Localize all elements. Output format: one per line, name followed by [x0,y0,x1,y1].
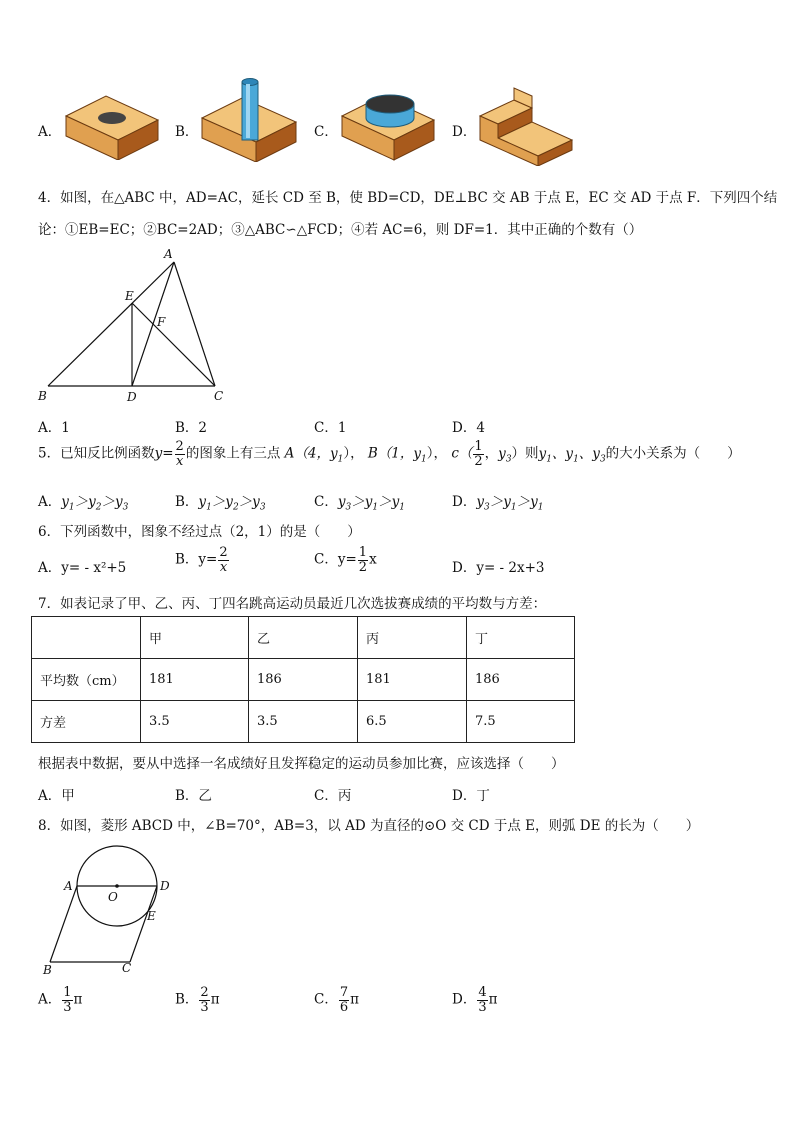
table-row [32,659,575,701]
table-header-cell [32,617,141,659]
table-cell: 7.5 [467,701,575,743]
q8-stem: 8．如图，菱形 ABCD 中，∠B=70°，AB=3，以 AD 为直径的⊙O 交 CD 于点 E，则弧 DE 的长为（ ） [38,818,700,834]
q6-option-b[interactable]: B．y= $\frac{2}{x}$ [175,545,228,575]
q5-c-fraction [473,440,483,468]
q5-c-frac-den: 2 [474,453,483,469]
q5-point-b-close: ）， [426,445,448,462]
q5-stem: 5．已知反比例函数y= $\frac{2}{x}$ 的图象上有三点 A（4，$y_1$）， B（1，$y_1$）， c（ $\frac{1}{2}$ ，$y_3$）则$y_1$、$y_1$、$y_3$的大小关系为（ ） [38,439,741,469]
rhombus-circle-figure [40,840,180,980]
table-header-cell: 丁 [467,617,575,659]
q3-option-d-label: D． [452,124,477,140]
table-cell: 6.5 [358,701,467,743]
q7-option-b[interactable]: B．乙 [175,788,212,804]
point-label-o: O [108,890,118,904]
q4-option-d[interactable]: D．4 [452,420,485,436]
block-with-hole-figure [62,88,162,160]
block-with-cylinder-figure [198,76,302,162]
q6-option-a[interactable]: A．y= - x²+5 [38,560,127,576]
q4-option-b[interactable]: B．2 [175,420,208,436]
table-cell: 方差 [32,701,141,743]
stepped-block-figure [476,86,580,166]
point-label-a: A [164,247,173,261]
q3-option-a-label: A． [38,124,62,140]
triangle-figure [34,244,234,406]
table-cell: 3.5 [141,701,249,743]
q5-fraction [175,440,185,468]
point-label-e: E [125,289,134,303]
q3-option-b-label: B． [175,124,199,140]
q7-stem: 7．如表记录了甲、乙、丙、丁四名跳高运动员最近几次选拔赛成绩的平均数与方差： [38,596,547,612]
point-label-e: E [147,909,156,923]
q6-option-d[interactable]: D．y= - 2x+3 [452,560,545,576]
table-header-row [32,617,575,659]
q5-option-b[interactable]: B．$y_1>y_2>y_3$ [175,494,266,513]
table-cell: 181 [141,659,249,701]
point-label-b: B [43,963,52,977]
q5-option-c[interactable]: C．$y_3>y_1>y_1$ [314,494,405,513]
point-label-d: D [127,390,137,404]
q8-option-b[interactable]: B． $\frac{2}{3}$ π [175,985,220,1015]
q5-option-d[interactable]: D．$y_3>y_1>y_1$ [452,494,544,513]
q5-point-a: A（4， [284,445,330,462]
q5-point-b: B（1， [367,445,414,462]
q4-option-c[interactable]: C．1 [314,420,347,436]
q5-point-a-close: ）， [343,445,364,462]
table-header-cell: 乙 [249,617,358,659]
q6-stem: 6．下列函数中，图象不经过点（2，1）的是（ ） [38,524,361,540]
table-cell: 181 [358,659,467,701]
q6-option-c[interactable]: C．y= $\frac{1}{2}$ x [314,545,377,575]
block-with-disc-figure [338,88,438,162]
table-header-cell: 甲 [141,617,249,659]
point-label-c: C [122,961,132,975]
table-cell: 平均数（cm） [32,659,141,701]
q7-option-c[interactable]: C．丙 [314,788,352,804]
table-cell: 3.5 [249,701,358,743]
q5-mid: 的图象上有三点 [185,445,281,462]
q5-option-a[interactable]: A．$y_1>y_2>y_3$ [38,494,129,513]
point-label-f: F [157,315,166,329]
q5-c-rest: ， [484,445,499,462]
q4-line2: 论：①EB=EC；②BC=2AD；③△ABC∽△FCD；④若 AC=6，则 DF=1．其中正确的个数有（） [38,222,643,238]
table-header-cell: 丙 [358,617,467,659]
q3-option-c-label: C． [314,124,338,140]
q5-point-c-close: ）则 [511,445,539,462]
q4-option-a[interactable]: A．1 [38,420,70,436]
q5-c-frac-num: 1 [474,439,483,454]
point-label-b: B [38,389,47,403]
q7-option-a[interactable]: A．甲 [38,788,75,804]
q5-frac-den: x [176,453,184,469]
q7-question: 根据表中数据，要从中选择一名成绩好且发挥稳定的运动员参加比赛，应该选择（ ） [38,756,565,772]
q8-option-a[interactable]: A． $\frac{1}{3}$ π [38,985,83,1015]
point-label-c: C [214,389,224,403]
q7-option-d[interactable]: D．丁 [452,788,490,804]
q8-option-c[interactable]: C． $\frac{7}{6}$ π [314,985,359,1015]
table-cell: 186 [249,659,358,701]
q5-prefix: 5．已知反比例函数 [38,445,155,462]
q5-tail: 的大小关系为（ ） [605,445,741,462]
q5-eq: = [162,445,174,462]
table-row [32,701,575,743]
point-label-a: A [64,879,73,893]
q8-option-d[interactable]: D． $\frac{4}{3}$ π [452,985,498,1015]
q5-point-c: c（ [451,445,473,462]
point-label-d: D [160,879,170,893]
scores-table [31,616,575,743]
q5-y: y [154,445,163,462]
q5-frac-num: 2 [175,439,184,454]
q4-line1: 4．如图，在△ABC 中，AD=AC，延长 CD 至 B，使 BD=CD，DE⊥BC 交 AB 于点 E，EC 交 AD 于点 F．下列四个结 [38,190,778,206]
table-cell: 186 [467,659,575,701]
